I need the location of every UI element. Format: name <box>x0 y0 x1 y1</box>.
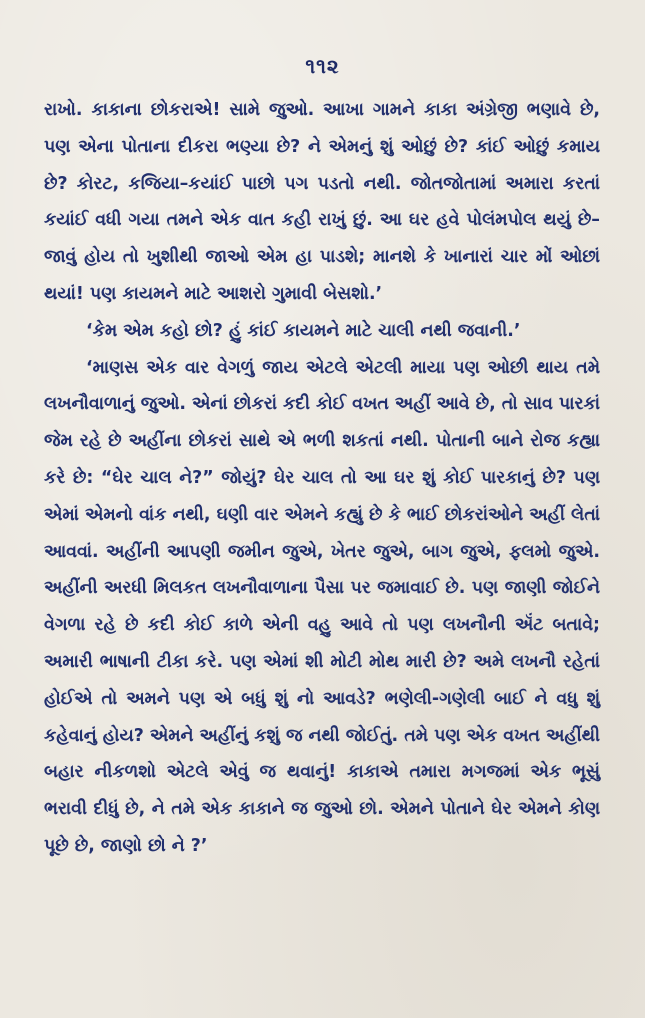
paragraph-2: ‘કેમ એમ કહો છો? હું કાંઈ કાયમને માટે ચાલી નથી જવાની.’ <box>86 320 521 341</box>
paragraph-3: ‘માણસ એક વાર વેગળું જાય એટલે એટલી માયા પણ ઓછી થાય તમે લખનૌવાળાનું જુઓ. એનાં છોકરાં કદી કોઈ વખત અહીં આવે છે, તો સાવ પારકાં જેમ રહે છે અહીંના છોકરાં સાથે એ ભળી શકતાં નથી. પોતાની બાને રોજ કહ્યા કરે છે: “ઘેર ચાલ ને?” જોયું? ઘેર ચાલ તો આ ઘર શું કોઈ પારકાનું છે? પણ એમાં એમનો વાંક નથી, ઘણી વાર એમને કહ્યું છે કે ભાઈ છોકરાંઓને અહીં લેતાં આવવાં. અહીંની આપણી જમીન જુએ, ખેતર જુએ, બાગ જુએ, ફલમો જુએ. અહીંની અરધી મિલકત લખનૌવાળાના પૈસા પર જમાવાઈ છે. પણ જાણી જોઈને વેગળા રહે છે કદી કોઈ કાળે એની વહુ આવે તો પણ લખનૌની ઍંટ બતાવે; અમારી ભાષાની ટીકા કરે. પણ એમાં શી મોટી મોથ મારી છે? અમે લખનૌ રહેતાં હોઈએ તો અમને પણ એ બધું શું નો આવડે? ભણેલી-ગણેલી બાઈ ને વધુ શું કહેવાનું હોય? એમને અહીંનું કશું જ નથી જોઈતું. તમે પણ એક વખત અહીંથી બહાર નીકળશો એટલે એવું જ થવાનું! કાકાએ તમારા મગજમાં એક ભૂસું ભરાવી દીધું છે, ને તમે એક કાકાને જ જુઓ છો. એમને પોતાને ઘેર એમને કોણ પૂછે છે, જાણો છો ને ?’ <box>44 357 600 856</box>
page-number: ૧૧૨ <box>305 54 340 78</box>
paragraph-1: રાખો. કાકાના છોકરાએ! સામે જુઓ. આખા ગામને કાકા અંગ્રેજી ભણાવે છે, પણ એના પોતાના દીકરા ભણ્યા છે? ને એમનું શું ઓછું છે? કાંઈ ઓછું કમાય છે? કોરટ, કજિયા–કયાંઈ પાછો પગ પડતો નથી. જોતજોતામાં અમારા કરતાં કયાંઈ વધી ગયા તમને એક વાત કહી રાખું છું. આ ઘર હવે પોલંમપોલ થયું છે–જાવું હોય તો ખુશીથી જાઓ એમ હા પાડશે; માનશે કે ખાનારાં ચાર મોં ઓછાં થયાં! પણ કાયમને માટે આશરો ગુમાવી બેસશો.’ <box>44 100 600 304</box>
page-body <box>44 92 600 865</box>
